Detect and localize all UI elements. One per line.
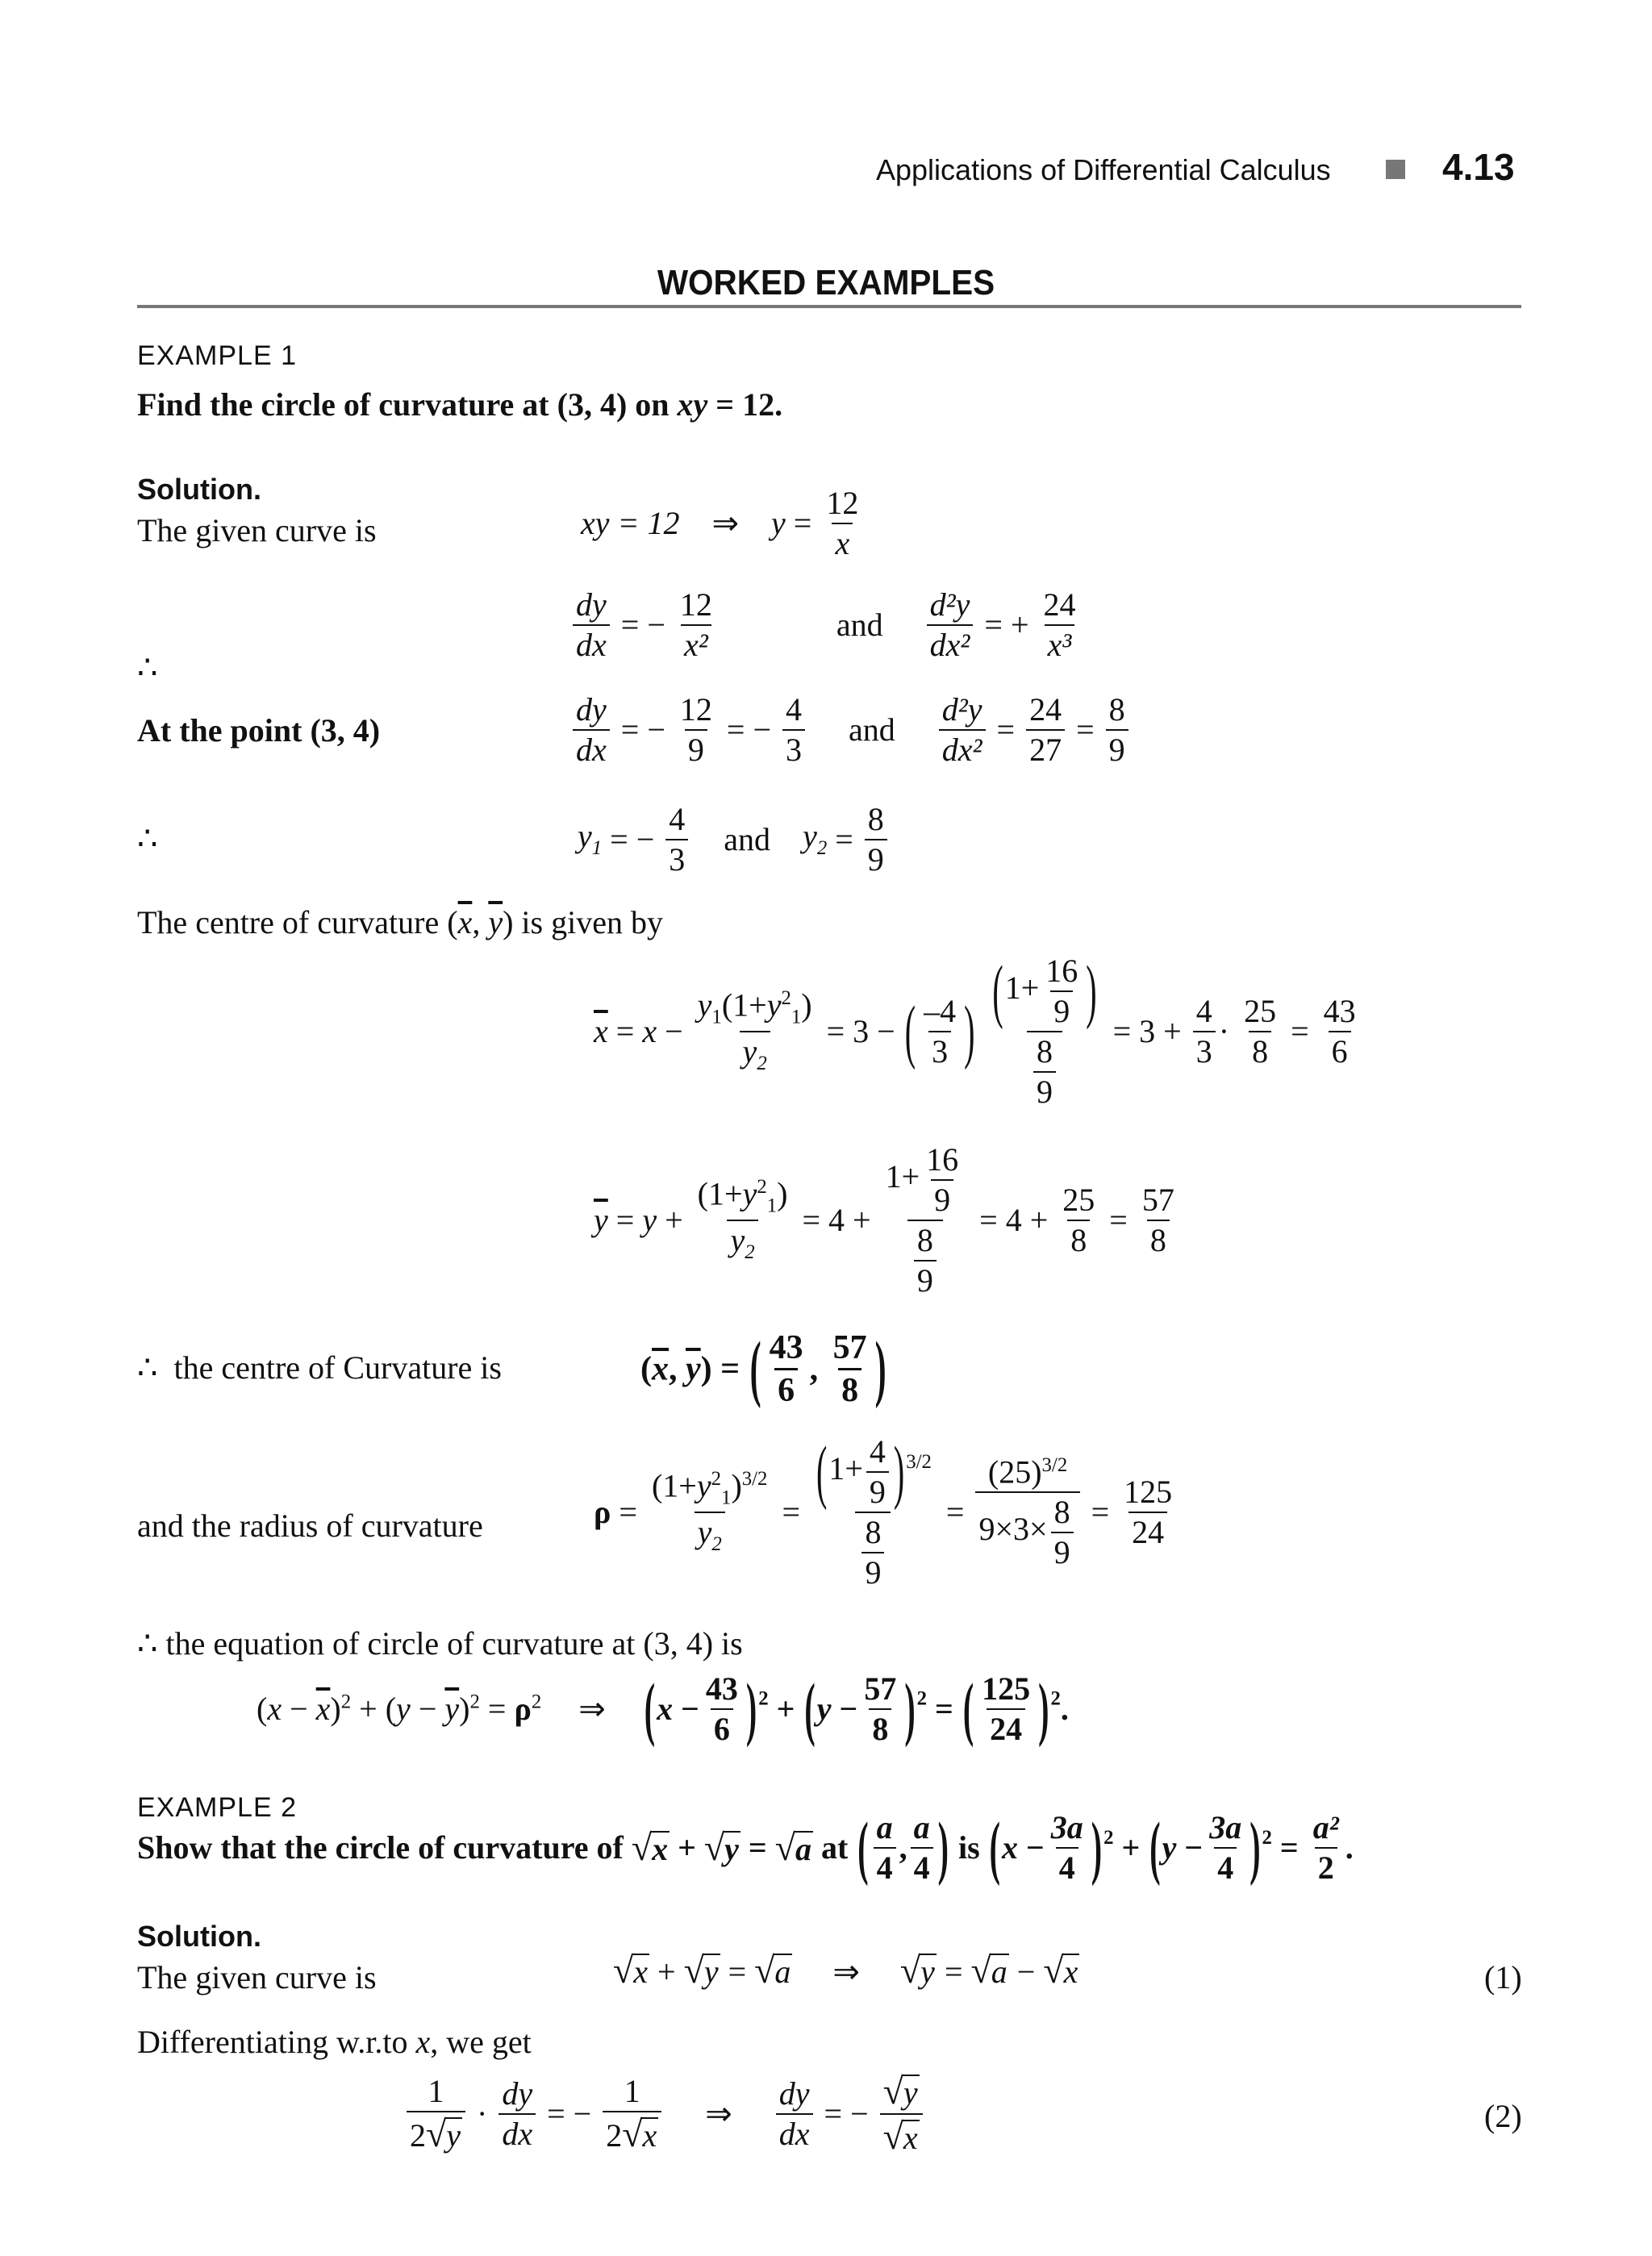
eq2-label: (2) xyxy=(1484,2098,1522,2134)
example2-statement: Show that the circle of curvature of √ x + √ y = √ a at ( $\frac{a}{4}$ , $\frac{a}{4}$ ) is (x − $\frac{3a}{4}$ )$^2$ + (y − $\frac{3a}{4}$ )$^2$ = $\frac{\text{a²}}{2}$ . xyxy=(137,1807,1354,1887)
at-point-text: At the point (3, 4) xyxy=(137,712,381,749)
eq1-label: (1) xyxy=(1484,1959,1522,1995)
given-curve-text-2: The given curve is xyxy=(137,1959,377,1995)
solution2-label: Solution. xyxy=(137,1920,261,1953)
example1-statement: Find the circle of curvature at (3, 4) on xy = 12. xyxy=(137,386,783,423)
running-title: Applications of Differential Calculus xyxy=(876,153,1331,186)
section-title: WORKED EXAMPLES xyxy=(657,263,995,302)
eq-curve: xy = 12 ⇒ y = $\frac{12}{x}$ xyxy=(581,485,859,561)
section-rule xyxy=(137,305,1521,308)
page-number: 4.13 xyxy=(1442,146,1515,188)
example2-label: EXAMPLE 2 xyxy=(137,1792,297,1823)
header-bullet xyxy=(1386,160,1405,179)
given-curve-text: The given curve is xyxy=(137,512,377,548)
example1-label: EXAMPLE 1 xyxy=(137,340,297,371)
eq-at-point: $\frac{dy}{dx}$ = − $\frac{12}{9}$ = − $\frac{4}{3}$ and $\frac{\text{d²y}}{\text{dx²}}$ = $\frac{24}{27}$ = $\frac{8}{9}$ xyxy=(569,694,1132,766)
eq-radius: ρ = $\frac{(1+y^2_1)^{3/2}}{y_2}$ = (1+ $\frac{4}{9}$ )$^{3/2}$ $\frac{8}{9}$ = $(25)^{3/2}$ 9×3× $\frac{8}{9}$ = $\frac{125}{24}$ xyxy=(594,1431,1173,1591)
eq-ybar: $\overline{y} = y$ + $\frac{(1+y^2_1)}{y_2}$ = 4 + 1+ $\frac{16}{9}$ $\frac{8}{9}$ = 4 + $\frac{25}{8}$ = $\frac{57}{8}$ xyxy=(594,1141,1174,1299)
therefore-2: ∴ xyxy=(137,820,158,857)
therefore-1: ∴ xyxy=(137,649,158,686)
radius-text: and the radius of curvature xyxy=(137,1507,483,1544)
eq-centre: ($\overline{x}$, $\overline{y}$) = ( $\frac{43}{6}$ , $\frac{57}{8}$ ) xyxy=(640,1328,886,1411)
solution1-label: Solution. xyxy=(137,473,261,506)
differentiating-text: Differentiating w.r.to x, we get xyxy=(137,2024,532,2060)
centre-conclusion-text: ∴ the centre of Curvature is xyxy=(137,1349,502,1386)
eq-y1-y2: $y_1$ = − $\frac{4}{3}$ and $y_2$ = $\frac{8}{9}$ xyxy=(578,803,891,876)
eq-derivatives: $\frac{dy}{dx}$ = − $\frac{12}{\text{x²}}$ and $\frac{\text{d²y}}{\text{dx²}}$ = + $\frac{24}{\text{x³}}$ xyxy=(569,589,1083,661)
eq-circle: $(x - \overline{x})^2 + (y - \overline{y})^2 = \rho^2$ ⇒ (x − $\frac{43}{6}$ )$^2$ + (y − $\frac{57}{8}$ )$^2$ = ( $\frac{125}{24}$ )$^2$. xyxy=(257,1668,1069,1749)
centre-text: The centre of curvature ($\overline{x}$, $\overline{y}$) is given by xyxy=(137,904,663,940)
eq-derivative-2: 1 2 √ y · $\frac{dy}{dx}$ = − 1 2 √ x ⇒ $\frac{dy}{dx}$ = − √ y √ x xyxy=(403,2073,926,2155)
equation-text: ∴ the equation of circle of curvature at (3, 4) is xyxy=(137,1625,743,1662)
running-header xyxy=(876,153,1331,187)
eq-xbar: $\overline{x} = x$ − $\frac{y_1(1+y^2_1)}{y_2}$ = 3 − ( $\frac{-4}{3}$ ) (1+ $\frac{16}{9}$ ) $\frac{8}{9}$ = 3 + $\frac{4}{3}$ · $\frac{25}{8}$ = $\frac{43}{6}$ xyxy=(594,950,1356,1110)
eq-curve-2: √ x + √ y = √ a ⇒ √ y = √ a − √ x xyxy=(613,1950,1078,1991)
